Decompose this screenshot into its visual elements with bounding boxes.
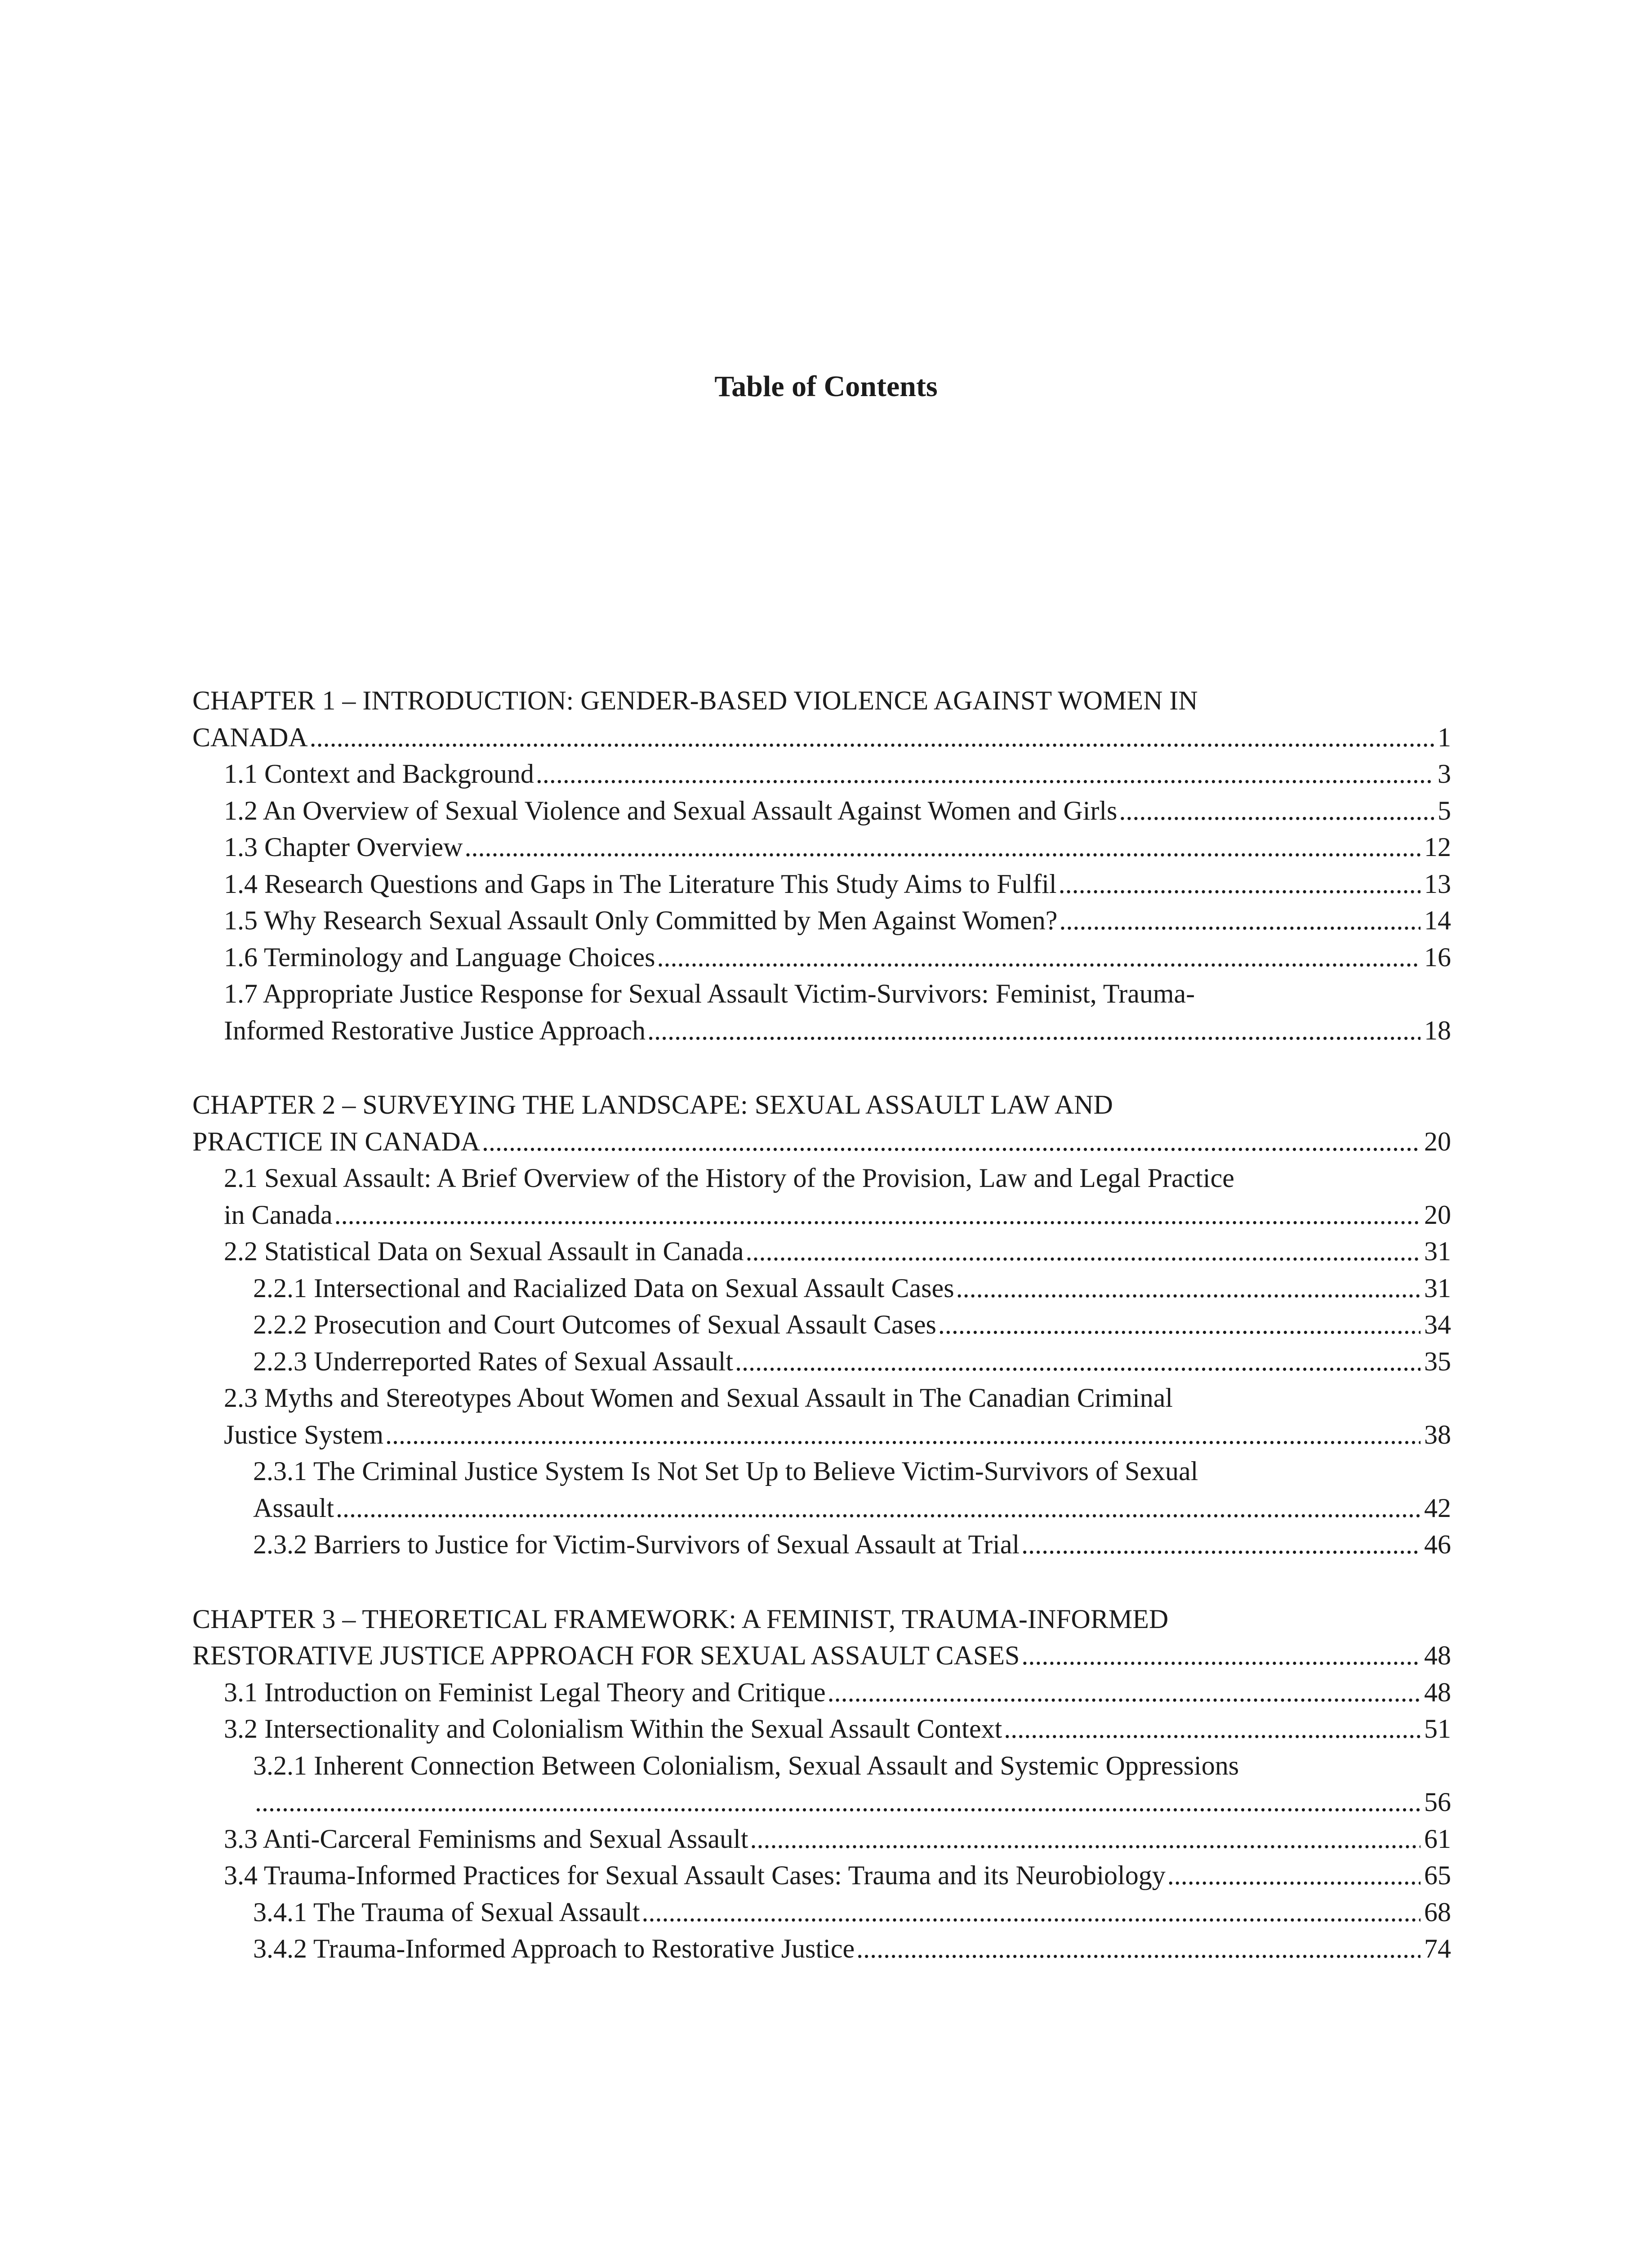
- dot-leader: [750, 1821, 1420, 1858]
- toc-entry-text: 2.2 Statistical Data on Sexual Assault in Canada: [224, 1236, 744, 1266]
- dot-leader: [647, 1012, 1420, 1049]
- toc-entry-text: 2.3.2 Barriers to Justice for Victim-Survivors of Sexual Assault at Trial: [253, 1530, 1020, 1559]
- toc-section[interactable]: [192, 939, 1451, 976]
- toc-entry-text: Justice System: [224, 1419, 383, 1450]
- toc-subsubsection[interactable]: [192, 1453, 1451, 1526]
- toc-entry-text: CANADA: [192, 722, 308, 752]
- toc-page-number: 18: [1424, 1015, 1451, 1045]
- dot-leader: [1059, 902, 1420, 939]
- toc-section[interactable]: [192, 1711, 1451, 1748]
- toc-page-number: 20: [1424, 1126, 1451, 1156]
- toc-entry-text: Informed Restorative Justice Approach: [224, 1015, 646, 1045]
- dot-leader: [856, 1931, 1420, 1967]
- toc-section[interactable]: [192, 976, 1451, 1049]
- toc-page-number: 13: [1424, 869, 1451, 899]
- toc-subsubsection[interactable]: [192, 1931, 1451, 1967]
- toc-entry-text: 3.4.1 The Trauma of Sexual Assault: [253, 1897, 640, 1927]
- toc-entry-text: 2.2.1 Intersectional and Racialized Data on Sexual Assault Cases: [253, 1273, 954, 1303]
- toc-page-number: 16: [1424, 942, 1451, 972]
- dot-leader: [1167, 1857, 1420, 1894]
- toc-entry-text: CHAPTER 3 – THEORETICAL FRAMEWORK: A FEMINIST, TRAUMA-INFORMED: [192, 1604, 1169, 1634]
- toc-chapter-block: [192, 1087, 1451, 1563]
- toc-entry-text: 3.4.2 Trauma-Informed Approach to Restorative Justice: [253, 1934, 855, 1963]
- toc-entry-text: 1.4 Research Questions and Gaps in The Literature This Study Aims to Fulfil: [224, 869, 1057, 899]
- dot-leader: [1021, 1526, 1420, 1563]
- toc-entry-text: 3.4 Trauma-Informed Practices for Sexual Assault Cases: Trauma and its Neurobiology: [224, 1860, 1166, 1890]
- toc-section[interactable]: [192, 829, 1451, 866]
- toc-entry-text: CHAPTER 2 – SURVEYING THE LANDSCAPE: SEXUAL ASSAULT LAW AND: [192, 1090, 1113, 1120]
- dot-leader: [735, 1343, 1420, 1380]
- toc-page-number: 61: [1424, 1824, 1451, 1854]
- toc-entry-text: 1.6 Terminology and Language Choices: [224, 942, 655, 972]
- toc-entry-text: 3.3 Anti-Carceral Feminisms and Sexual Assault: [224, 1824, 748, 1854]
- dot-leader: [1004, 1711, 1420, 1748]
- toc-entry-text: 2.2.2 Prosecution and Court Outcomes of Sexual Assault Cases: [253, 1310, 936, 1339]
- toc-subsubsection[interactable]: [192, 1748, 1451, 1821]
- toc-entry-text: 3.1 Introduction on Feminist Legal Theory and Critique: [224, 1677, 826, 1707]
- toc-section[interactable]: [192, 756, 1451, 793]
- toc-section[interactable]: [192, 1674, 1451, 1711]
- dot-leader: [1119, 793, 1434, 830]
- toc-entry-text: in Canada: [224, 1200, 333, 1230]
- toc-entry-text: 3.2.1 Inherent Connection Between Colonialism, Sexual Assault and Systemic Oppressions: [253, 1750, 1239, 1780]
- dot-leader: [1021, 1637, 1420, 1674]
- toc-entry-text: 1.3 Chapter Overview: [224, 832, 463, 862]
- toc-section[interactable]: [192, 1380, 1451, 1453]
- dot-leader: [938, 1307, 1420, 1343]
- toc-page-number: 48: [1424, 1641, 1451, 1670]
- toc-page-number: 20: [1424, 1200, 1451, 1230]
- toc-chapter-block: [192, 1601, 1451, 1967]
- toc-chapter-heading[interactable]: [192, 1601, 1451, 1674]
- toc-chapter-heading[interactable]: [192, 682, 1451, 756]
- toc-entry-text: PRACTICE IN CANADA: [192, 1126, 481, 1156]
- toc-page-number: 5: [1438, 795, 1451, 825]
- toc-page-number: 56: [1424, 1787, 1451, 1817]
- toc-page-number: 46: [1424, 1530, 1451, 1559]
- toc-entry-text: 1.7 Appropriate Justice Response for Sexual Assault Victim-Survivors: Feminist, Trauma-: [224, 979, 1195, 1008]
- dot-leader: [310, 719, 1434, 756]
- dot-leader: [956, 1270, 1420, 1307]
- toc-subsubsection[interactable]: [192, 1343, 1451, 1380]
- table-of-contents: [192, 682, 1451, 2005]
- page-title: Table of Contents: [714, 370, 938, 403]
- dot-leader: [334, 1197, 1420, 1234]
- toc-entry-text: 1.5 Why Research Sexual Assault Only Committed by Men Against Women?: [224, 905, 1058, 935]
- dot-leader: [465, 829, 1420, 866]
- toc-entry-text: 2.3 Myths and Stereotypes About Women and Sexual Assault in The Canadian Criminal: [224, 1383, 1173, 1413]
- toc-page-number: 68: [1424, 1897, 1451, 1927]
- toc-page-number: 31: [1424, 1273, 1451, 1303]
- toc-page-number: 14: [1424, 905, 1451, 935]
- toc-section[interactable]: [192, 1233, 1451, 1270]
- toc-entry-text: 2.2.3 Underreported Rates of Sexual Assault: [253, 1346, 734, 1376]
- dot-leader: [336, 1490, 1420, 1527]
- toc-page-number: 1: [1438, 722, 1451, 752]
- toc-page-number: 48: [1424, 1677, 1451, 1707]
- toc-section[interactable]: [192, 1821, 1451, 1858]
- toc-page-number: 38: [1424, 1419, 1451, 1450]
- dot-leader: [1059, 866, 1420, 903]
- dot-leader: [536, 756, 1434, 793]
- toc-page-number: 42: [1424, 1493, 1451, 1523]
- toc-page-number: 51: [1424, 1714, 1451, 1744]
- dot-leader: [745, 1233, 1420, 1270]
- toc-section[interactable]: [192, 1857, 1451, 1894]
- toc-subsubsection[interactable]: [192, 1894, 1451, 1931]
- toc-entry-text: 1.1 Context and Background: [224, 759, 534, 789]
- toc-entry-text: CHAPTER 1 – INTRODUCTION: GENDER-BASED VIOLENCE AGAINST WOMEN IN: [192, 686, 1198, 715]
- toc-subsubsection[interactable]: [192, 1270, 1451, 1307]
- toc-subsubsection[interactable]: [192, 1526, 1451, 1563]
- toc-page-number: 34: [1424, 1310, 1451, 1339]
- dot-leader: [482, 1124, 1420, 1160]
- toc-entry-text: 2.3.1 The Criminal Justice System Is Not Set Up to Believe Victim-Survivors of Sexual: [253, 1456, 1198, 1486]
- toc-page-number: 35: [1424, 1346, 1451, 1376]
- toc-entry-text: 1.2 An Overview of Sexual Violence and Sexual Assault Against Women and Girls: [224, 795, 1118, 825]
- toc-page-number: 74: [1424, 1934, 1451, 1963]
- toc-entry-text: 3.2 Intersectionality and Colonialism Within the Sexual Assault Context: [224, 1714, 1002, 1744]
- toc-entry-text: 2.1 Sexual Assault: A Brief Overview of the History of the Provision, Law and Legal Practice: [224, 1163, 1234, 1193]
- dot-leader: [657, 939, 1420, 976]
- toc-section[interactable]: [192, 902, 1451, 939]
- toc-chapter-block: [192, 682, 1451, 1049]
- toc-section[interactable]: [192, 1160, 1451, 1233]
- toc-section[interactable]: [192, 793, 1451, 830]
- dot-leader: [642, 1894, 1420, 1931]
- toc-chapter-heading[interactable]: [192, 1087, 1451, 1160]
- toc-page-number: 65: [1424, 1860, 1451, 1890]
- dot-leader: [385, 1417, 1420, 1454]
- toc-entry-text: Assault: [253, 1493, 334, 1523]
- toc-page-number: 12: [1424, 832, 1451, 862]
- dot-leader: [828, 1674, 1420, 1711]
- toc-subsubsection[interactable]: [192, 1307, 1451, 1343]
- toc-section[interactable]: [192, 866, 1451, 903]
- toc-entry-text: RESTORATIVE JUSTICE APPROACH FOR SEXUAL ASSAULT CASES: [192, 1641, 1020, 1670]
- dot-leader: [255, 1784, 1420, 1821]
- toc-page-number: 31: [1424, 1236, 1451, 1266]
- toc-page-number: 3: [1438, 759, 1451, 789]
